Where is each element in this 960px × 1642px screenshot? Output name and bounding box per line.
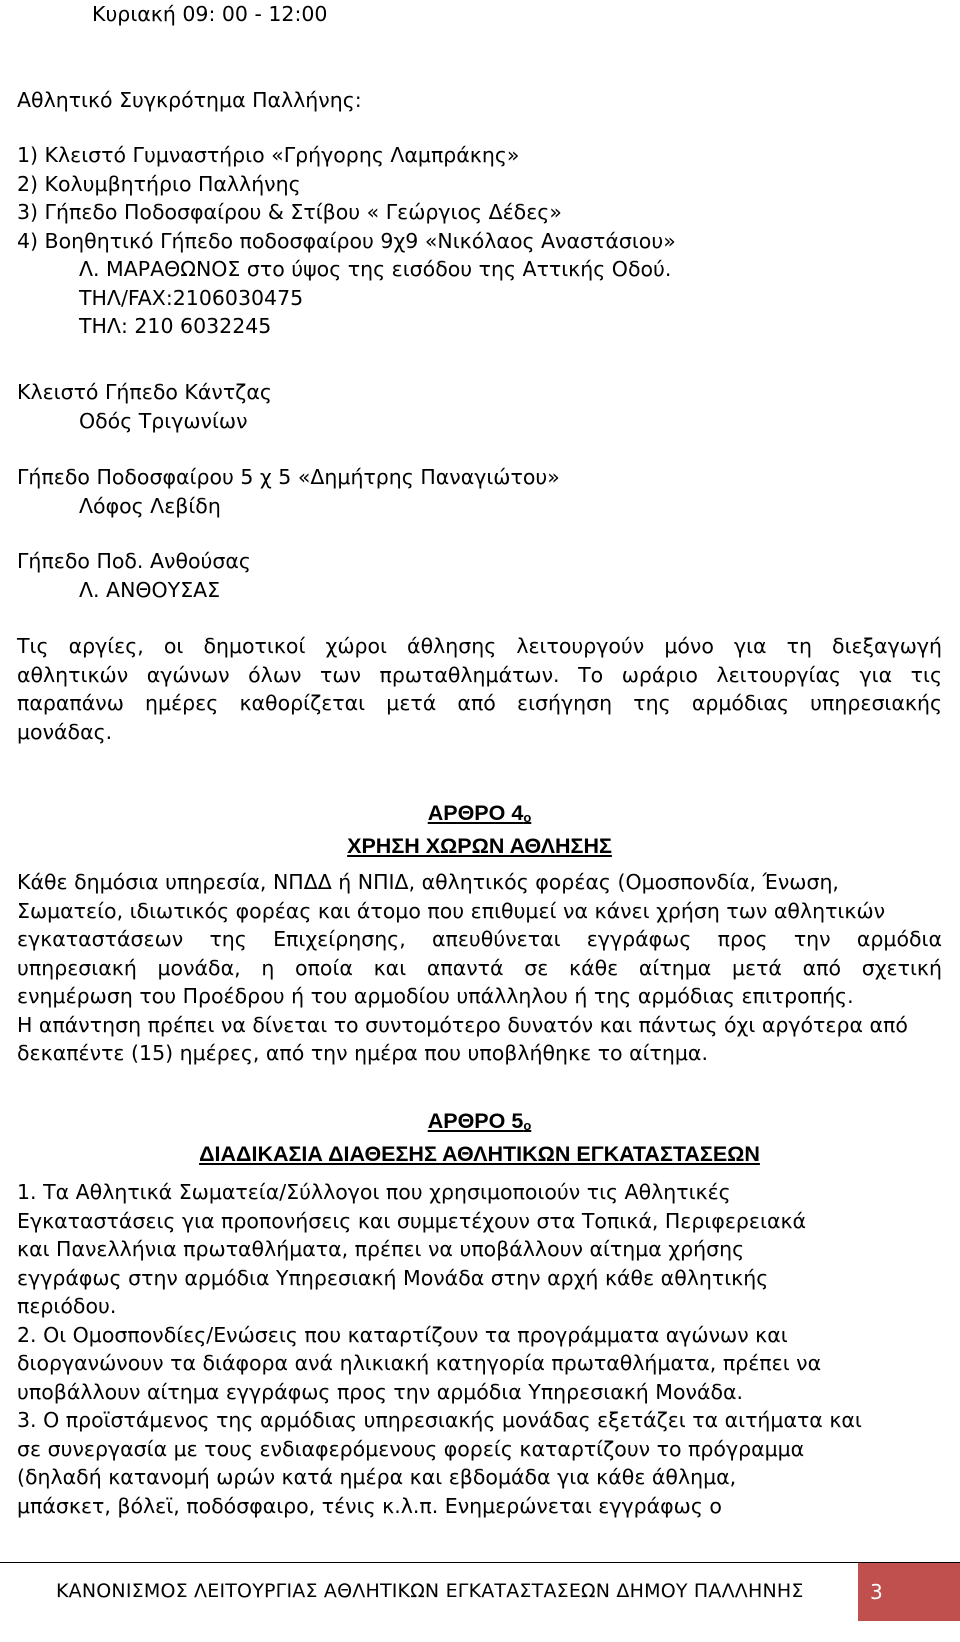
body-line: Σωματείο, ιδιωτικός φορέας και άτομο που επιθυμεί να κάνει χρήση των αθλητικών xyxy=(17,898,886,923)
body-line: μπάσκετ, βόλεϊ, ποδόσφαιρο, τένις κ.λ.π. Ενημερώνεται εγγράφως ο xyxy=(17,1493,722,1518)
page-number-badge: 3 xyxy=(858,1563,960,1621)
body-line: υπηρεσιακή μονάδα, η οποία και απαντά σε κάθε αίτημα μετά από σχετική xyxy=(17,955,942,980)
complex-item: 1) Κλειστό Γυμναστήριο «Γρήγορης Λαμπράκης» xyxy=(17,143,520,167)
venue-location: Λ. ΑΝΘΟΥΣΑΣ xyxy=(79,577,221,602)
body-line: Η απάντηση πρέπει να δίνεται το συντομότερο δυνατόν και πάντως όχι αργότερα από xyxy=(17,1012,908,1037)
article-4-title: ΧΡΗΣΗ ΧΩΡΩΝ ΑΘΛΗΣΗΣ xyxy=(347,834,612,858)
complex-list xyxy=(17,141,676,341)
body-line: και Πανελλήνια πρωταθλήματα, πρέπει να υποβάλλουν αίτημα χρήσης xyxy=(17,1237,745,1261)
body-line: σε συνεργασία με τους ενδιαφερόμενους φορείς καταρτίζουν το πρόγραμμα xyxy=(17,1436,805,1461)
body-line: περιόδου. xyxy=(17,1294,117,1318)
body-line: ενημέρωση του Προέδρου ή του αρμοδίου υπάλληλου ή της αρμόδιας επιτροπής. xyxy=(17,984,854,1008)
venue-name: Γήπεδο Ποδ. Ανθούσας xyxy=(17,549,251,573)
body-line: 1. Τα Αθλητικά Σωματεία/Σύλλογοι που χρησιμοποιούν τις Αθλητικές xyxy=(17,1180,731,1204)
article-5-title: ΔΙΑΔΙΚΑΣΙΑ ΔΙΑΘΕΣΗΣ ΑΘΛΗΤΙΚΩΝ ΕΓΚΑΤΑΣΤΑΣΕΩΝ xyxy=(199,1142,760,1166)
body-line: υποβάλλουν αίτημα εγγράφως προς την αρμόδια Υπηρεσιακή Μονάδα. xyxy=(17,1379,744,1404)
venue-anthousa xyxy=(17,547,251,604)
paragraph-line: μονάδας. xyxy=(17,719,113,744)
article-5-number: ΑΡΘΡΟ $5_o$ xyxy=(427,1109,532,1133)
body-line: διοργανώνουν τα διάφορα ανά ηλικιακή κατηγορία πρωταθλήματα, πρέπει να xyxy=(17,1351,822,1375)
venue-name: Κλειστό Γήπεδο Κάντζας xyxy=(17,380,272,404)
body-line: δεκαπέντε (15) ημέρες, από την ημέρα που υποβλήθηκε το αίτημα. xyxy=(17,1041,708,1065)
body-line: Εγκαταστάσεις για προπονήσεις και συμμετέχουν στα Τοπικά, Περιφερειακά xyxy=(17,1208,807,1233)
complex-phone-fax: ΤΗΛ/FAX:2106030475 xyxy=(79,285,304,310)
paragraph-line: Τις αργίες, οι δημοτικοί χώροι άθλησης λειτουργούν μόνο για τη διεξαγωγή xyxy=(17,634,942,658)
venue-name: Γήπεδο Ποδοσφαίρου 5 χ 5 «Δημήτρης Παναγιώτου» xyxy=(17,465,560,489)
body-line: εγκαταστάσεων της Επιχείρησης, απευθύνεται εγγράφως προς την αρμόδια xyxy=(17,927,942,951)
complex-item: 3) Γήπεδο Ποδοσφαίρου & Στίβου « Γεώργιος Δέδες» xyxy=(17,200,562,224)
article-4-number: ΑΡΘΡΟ $4_o$ xyxy=(427,801,532,825)
complex-phone: ΤΗΛ: 210 6032245 xyxy=(79,314,272,338)
venue-kantza xyxy=(17,378,272,435)
article-4-heading xyxy=(17,798,942,861)
paragraph-line: αθλητικών αγώνων όλων των πρωταθλημάτων. Το ωράριο λειτουργίας για τις xyxy=(17,662,942,687)
page-footer xyxy=(0,1562,960,1620)
article-5-heading xyxy=(17,1106,942,1169)
body-line: 3. Ο προϊστάμενος της αρμόδιας υπηρεσιακής μονάδας εξετάζει τα αιτήματα και xyxy=(17,1408,862,1432)
body-line: Κάθε δημόσια υπηρεσία, ΝΠΔΔ ή ΝΠΙΔ, αθλητικός φορέας (Ομοσπονδία, Ένωση, xyxy=(17,870,839,894)
body-line: 2. Οι Ομοσπονδίες/Ενώσεις που καταρτίζουν τα προγράμματα αγώνων και xyxy=(17,1322,788,1347)
sunday-hours: Κυριακή 09: 00 - 12:00 xyxy=(92,2,328,26)
venue-location: Οδός Τριγωνίων xyxy=(79,408,248,433)
venue-location: Λόφος Λεβίδη xyxy=(79,493,221,518)
article-4-body xyxy=(17,868,942,1068)
venue-5x5 xyxy=(17,463,560,520)
complex-address: Λ. ΜΑΡΑΘΩΝΟΣ στο ύψος της εισόδου της Αττικής Οδού. xyxy=(79,257,672,281)
footer-title: ΚΑΝΟΝΙΣΜΟΣ ΛΕΙΤΟΥΡΓΙΑΣ ΑΘΛΗΤΙΚΩΝ ΕΓΚΑΤΑΣΤΑΣΕΩΝ ΔΗΜΟΥ ΠΑΛΛΗΝΗΣ xyxy=(56,1580,804,1602)
article-5-body xyxy=(17,1178,942,1520)
body-line: (δηλαδή κατανομή ωρών κατά ημέρα και εβδομάδα για κάθε άθλημα, xyxy=(17,1465,737,1489)
holidays-paragraph xyxy=(17,632,942,746)
body-line: εγγράφως στην αρμόδια Υπηρεσιακή Μονάδα στην αρχή κάθε αθλητικής xyxy=(17,1265,769,1290)
complex-title: Αθλητικό Συγκρότημα Παλλήνης: xyxy=(17,88,362,112)
paragraph-line: παραπάνω ημέρες καθορίζεται μετά από εισήγηση της αρμόδιας υπηρεσιακής xyxy=(17,691,942,715)
complex-item: 2) Κολυμβητήριο Παλλήνης xyxy=(17,171,301,196)
complex-item: 4) Βοηθητικό Γήπεδο ποδοσφαίρου 9χ9 «Νικόλαος Αναστάσιου» xyxy=(17,228,676,253)
